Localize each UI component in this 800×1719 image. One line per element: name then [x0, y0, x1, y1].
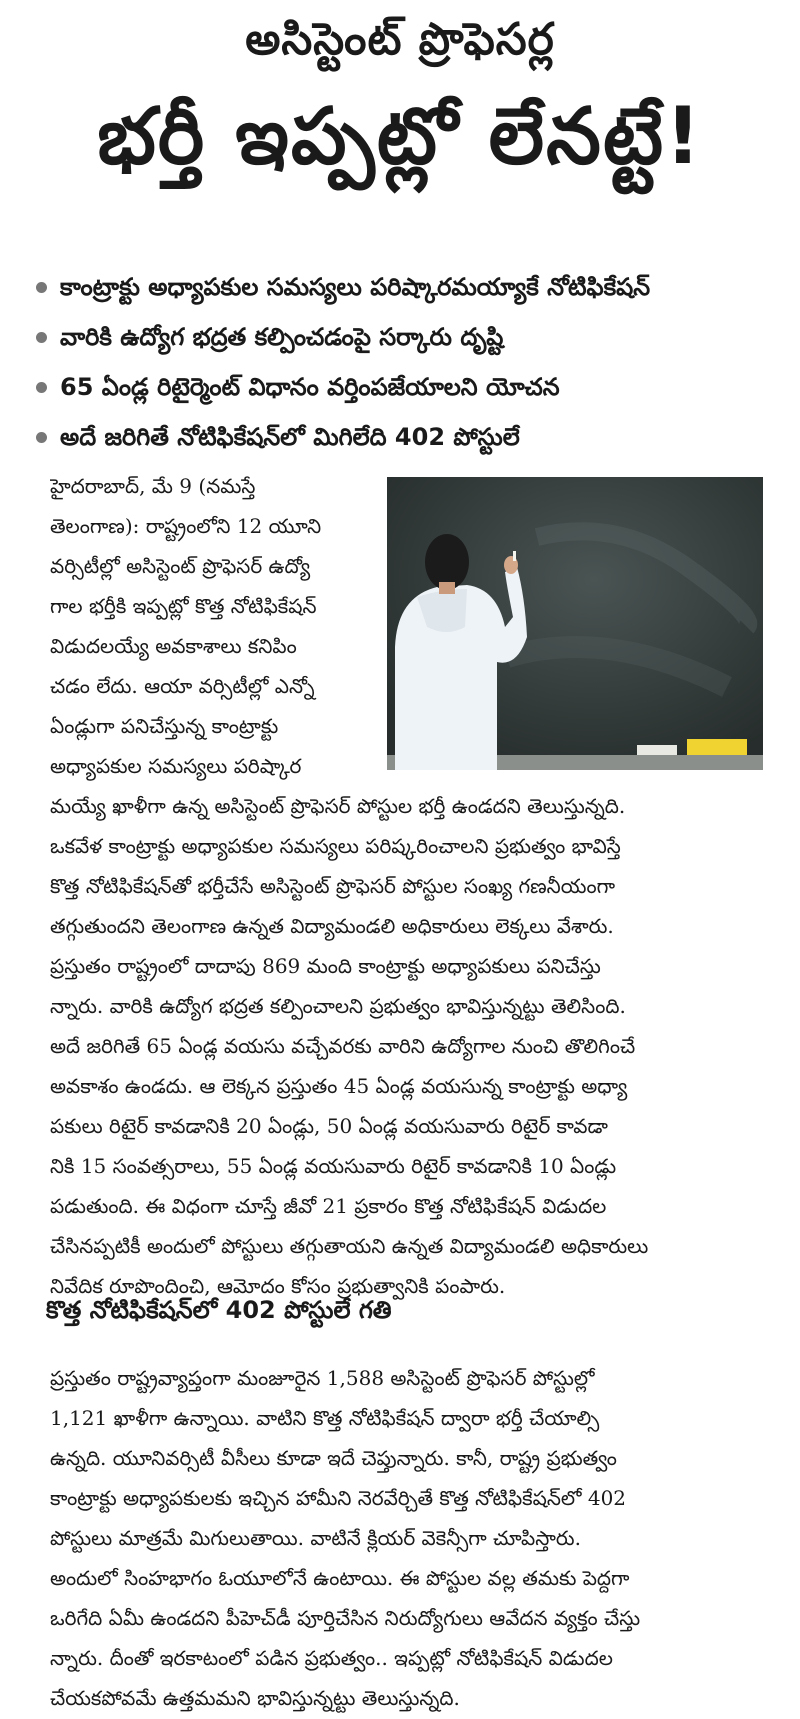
article-line: ఒరిగేది ఏమీ ఉండదని పీహెచ్‌డీ పూర్తిచేసిన నిరుద్యోగులు ఆవేదన వ్యక్తం చేస్తు	[50, 1606, 641, 1630]
bullet-dot-icon	[36, 382, 47, 393]
article-line: చేయకపోవమే ఉత్తమమని భావిస్తున్నట్టు తెలుస్తున్నది.	[50, 1686, 460, 1710]
article-line: ఉన్నది. యూనివర్సిటీ వీసీలు కూడా ఇదే చెప్తున్నారు. కానీ, రాష్ట్ర ప్రభుత్వం	[50, 1446, 617, 1470]
highlights-list	[30, 262, 790, 462]
main-headline: భర్తీ ఇప్పట్లో లేనట్టే!	[97, 92, 703, 182]
article-line: 1,121 ఖాళీగా ఉన్నాయి. వాటిని కొత్త నోటిఫికేషన్ ద్వారా భర్తీ చేయాల్సి	[50, 1406, 600, 1430]
article-line: ప్రస్తుతం రాష్ట్రవ్యాప్తంగా మంజూరైన 1,588 అసిస్టెంట్ ప్రొఫెసర్ పోస్టుల్లో	[50, 1366, 595, 1390]
article-line: ప్రస్తుతం రాష్ట్రంలో దాదాపు 869 మంది కాంట్రాక్టు అధ్యాపకులు పనిచేస్తు	[50, 954, 601, 978]
article-line: మయ్యే ఖాళీగా ఉన్న అసిస్టెంట్ ప్రొఫెసర్ పోస్టుల భర్తీ ఉండదని తెలుస్తున్నది.	[50, 794, 626, 818]
article-line: చడం లేదు. ఆయా వర్సిటీల్లో ఎన్నో	[50, 674, 315, 698]
bullet-dot-icon	[36, 332, 47, 343]
teacher-at-blackboard-photo	[387, 477, 763, 770]
article-line: అదే జరిగితే 65 ఏండ్ల వయసు వచ్చేవరకు వారిని ఉద్యోగాల నుంచి తొలిగించే	[50, 1034, 636, 1058]
highlight-item	[30, 312, 790, 362]
article-line: తగ్గుతుందని తెలంగాణ ఉన్నత విద్యామండలి అధికారులు లెక్కలు వేశారు.	[50, 914, 614, 938]
article-line: పకులు రిటైర్ కావడానికి 20 ఏండ్లు, 50 ఏండ్ల వయసువారు రిటైర్ కావడా	[50, 1114, 608, 1138]
article-line: న్నారు. వారికి ఉద్యోగ భద్రత కల్పించాలని ప్రభుత్వం భావిస్తున్నట్టు తెలిసింది.	[50, 994, 626, 1018]
highlight-text: కాంట్రాక్టు అధ్యాపకుల సమస్యలు పరిష్కారమయ్యాకే నోటిఫికేషన్	[60, 273, 651, 301]
article-body-section-2	[50, 1358, 770, 1718]
article-line: కొత్త నోటిఫికేషన్‌తో భర్తీచేసే అసిస్టెంట్ ప్రొఫెసర్ పోస్టుల సంఖ్య గణనీయంగా	[50, 874, 616, 898]
article-line: వర్సిటీల్లో అసిస్టెంట్ ప్రొఫెసర్ ఉద్యో	[50, 554, 311, 578]
article-line: పడుతుంది. ఈ విధంగా చూస్తే జీవో 21 ప్రకారం కొత్త నోటిఫికేషన్ విడుదల	[50, 1194, 607, 1218]
article-line: ఏండ్లుగా పనిచేస్తున్న కాంట్రాక్టు	[50, 714, 279, 738]
article-line: పోస్టులు మాత్రమే మిగులుతాయి. వాటినే క్లియర్ వెకెన్సీగా చూపిస్తారు.	[50, 1526, 581, 1550]
headline-kicker: అసిస్టెంట్ ప్రొఫెసర్ల	[245, 14, 555, 65]
article-body	[50, 786, 770, 1306]
highlight-item	[30, 412, 790, 462]
article-line: న్నారు. దీంతో ఇరకాటంలో పడిన ప్రభుత్వం.. ఇప్పట్లో నోటిఫికేషన్ విడుదల	[50, 1646, 613, 1670]
bullet-dot-icon	[36, 432, 47, 443]
article-line: అధ్యాపకుల సమస్యలు పరిష్కార	[50, 754, 302, 778]
article-line: ఒకవేళ కాంట్రాక్టు అధ్యాపకుల సమస్యలు పరిష్కరించాలని ప్రభుత్వం భావిస్తే	[50, 834, 621, 858]
article-line: చేసినప్పటికీ అందులో పోస్టులు తగ్గుతాయని ఉన్నత విద్యామండలి అధికారులు	[50, 1234, 649, 1258]
highlight-item	[30, 362, 790, 412]
article-line: అవకాశం ఉండదు. ఆ లెక్కన ప్రస్తుతం 45 ఏండ్ల వయసున్న కాంట్రాక్టు అధ్యా	[50, 1074, 628, 1098]
highlight-text: అదే జరిగితే నోటిఫికేషన్‌లో మిగిలేది 402 పోస్టులే	[60, 423, 520, 451]
highlight-text: వారికి ఉద్యోగ భద్రత కల్పించడంపై సర్కారు దృష్టి	[60, 323, 504, 351]
highlight-text: 65 ఏండ్ల రిటైర్మెంట్ విధానం వర్తింపజేయాలని యోచన	[60, 373, 560, 401]
highlight-item	[30, 262, 790, 312]
intro-column	[50, 466, 380, 786]
article-line: నికి 15 సంవత్సరాలు, 55 ఏండ్ల వయసువారు రిటైర్ కావడానికి 10 ఏండ్లు	[50, 1154, 617, 1178]
article-line: నివేదిక రూపొందించి, ఆమోదం కోసం ప్రభుత్వానికి పంపారు.	[50, 1274, 506, 1298]
article-line: అందులో సింహభాగం ఓయూలోనే ఉంటాయి. ఈ పోస్టుల వల్ల తమకు పెద్దగా	[50, 1566, 630, 1590]
bullet-dot-icon	[36, 282, 47, 293]
article-line: హైదరాబాద్, మే 9 (నమస్తే	[50, 474, 256, 498]
article-line: గాల భర్తీకి ఇప్పట్లో కొత్త నోటిఫికేషన్	[50, 594, 317, 618]
article-line: విడుదలయ్యే అవకాశాలు కనిపిం	[50, 634, 297, 658]
section-subheading: కొత్త నోటిఫికేషన్‌లో 402 పోస్టులే గతి	[46, 1296, 392, 1324]
article-line: తెలంగాణ): రాష్ట్రంలోని 12 యూని	[50, 514, 322, 538]
article-line: కాంట్రాక్టు అధ్యాపకులకు ఇచ్చిన హామీని నెరవేర్చితే కొత్త నోటిఫికేషన్‌లో 402	[50, 1486, 627, 1510]
